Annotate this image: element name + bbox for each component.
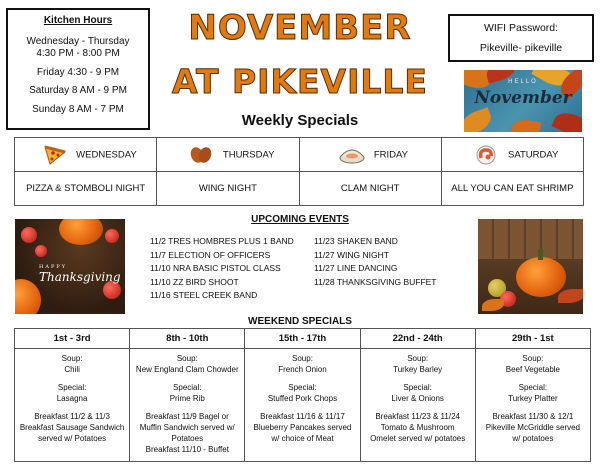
event-item: 11/28 THANKSGIVING BUFFET bbox=[314, 276, 437, 287]
special-friday: CLAM NIGHT bbox=[299, 172, 441, 206]
event-item: 11/2 TRES HOMBRES PLUS 1 BAND bbox=[150, 236, 294, 246]
november-script-text: November bbox=[474, 88, 572, 108]
soup-label: Soup: bbox=[61, 354, 83, 363]
day-header-thursday bbox=[157, 138, 299, 172]
breakfast-line: Breakfast 11/10 - Buffet bbox=[145, 445, 229, 454]
weekend-range: 29th - 1st bbox=[475, 329, 590, 349]
kitchen-hours-box bbox=[6, 8, 150, 130]
title-november: NOVEMBER bbox=[188, 8, 412, 48]
breakfast-line: Breakfast 11/23 & 11/24 bbox=[375, 412, 460, 421]
thanksgiving-text bbox=[39, 264, 121, 284]
soup-label: Soup: bbox=[522, 354, 544, 363]
soup-value: New England Clam Chowder bbox=[135, 365, 239, 374]
breakfast-line: Blueberry Pancakes served bbox=[253, 423, 352, 432]
breakfast-line: Potatoes bbox=[171, 434, 204, 443]
soup-value: Beef Vegetable bbox=[505, 365, 561, 374]
wifi-box bbox=[448, 14, 594, 62]
kitchen-hours-title: Kitchen Hours bbox=[43, 15, 113, 26]
breakfast-line: w/ choice of Meat bbox=[271, 434, 334, 443]
breakfast-line: Omelet served w/ potatoes bbox=[370, 434, 466, 443]
weekend-range: 1st - 3rd bbox=[15, 329, 130, 349]
special-label: Special: bbox=[57, 383, 87, 392]
hours-line: Wednesday - Thursday bbox=[26, 35, 130, 47]
hello-text: HELLO bbox=[508, 79, 538, 85]
weekend-column-3 bbox=[245, 349, 360, 462]
weekly-specials-heading: Weekly Specials bbox=[241, 112, 359, 129]
breakfast-line: Breakfast 11/9 Bagel or bbox=[145, 412, 229, 421]
special-label: Special: bbox=[288, 383, 317, 392]
wifi-password: Pikeville- pikeville bbox=[479, 41, 563, 54]
events-column-1 bbox=[150, 235, 310, 303]
day-label: SATURDAY bbox=[508, 149, 559, 160]
weekend-range: 22nd - 24th bbox=[360, 329, 475, 349]
special-value: Stuffed Pork Chops bbox=[267, 394, 338, 403]
breakfast-line: served w/ Potatoes bbox=[38, 434, 107, 443]
event-item: 11/10 NRA BASIC PISTOL CLASS bbox=[150, 263, 281, 274]
special-label: Special: bbox=[518, 383, 548, 392]
special-wednesday: PIZZA & STOMBOLI NIGHT bbox=[15, 172, 157, 206]
weekend-range: 8th - 10th bbox=[130, 329, 245, 349]
day-header-wednesday bbox=[15, 138, 157, 172]
thanksgiving-image bbox=[15, 219, 125, 314]
breakfast-line: Breakfast 11/30 & 12/1 bbox=[492, 412, 574, 421]
wings-icon bbox=[188, 144, 214, 166]
weekend-specials-title: WEEKEND SPECIALS bbox=[248, 316, 352, 327]
upcoming-events-title: UPCOMING EVENTS bbox=[251, 214, 349, 225]
breakfast-line: w/ potatoes bbox=[512, 434, 554, 443]
pizza-icon bbox=[42, 144, 68, 166]
weekend-column-5 bbox=[475, 349, 590, 462]
thanksgiving-script-text: Thanksgiving bbox=[39, 270, 121, 284]
day-label: FRIDAY bbox=[373, 149, 409, 160]
special-value: Prime Rib bbox=[169, 394, 205, 403]
day-header-friday bbox=[299, 138, 441, 172]
clam-icon bbox=[339, 144, 365, 166]
shrimp-icon bbox=[473, 144, 499, 166]
event-item: 11/27 WING NIGHT bbox=[314, 249, 389, 260]
weekend-column-1 bbox=[15, 349, 130, 462]
day-label: THURSDAY bbox=[222, 149, 275, 160]
breakfast-line: Breakfast Sausage Sandwich bbox=[19, 423, 125, 432]
weekly-specials-table bbox=[14, 137, 584, 206]
title-at-pikeville: AT PIKEVILLE bbox=[172, 62, 428, 101]
day-header-saturday bbox=[441, 138, 583, 172]
breakfast-line: Tomato & Mushroom bbox=[380, 423, 455, 432]
special-value: Liver & Onions bbox=[391, 394, 444, 403]
special-saturday: ALL YOU CAN EAT SHRIMP bbox=[441, 172, 583, 206]
november-image bbox=[464, 70, 582, 132]
soup-value: Turkey Barley bbox=[393, 365, 443, 374]
soup-value: French Onion bbox=[278, 365, 327, 374]
special-thursday: WING NIGHT bbox=[157, 172, 299, 206]
hours-line: Friday 4:30 - 9 PM bbox=[36, 66, 120, 78]
weekend-specials-table bbox=[14, 328, 591, 462]
hours-line: Sunday 8 AM - 7 PM bbox=[32, 103, 124, 115]
weekend-column-4 bbox=[360, 349, 475, 462]
breakfast-line: Breakfast 11/2 & 11/3 bbox=[34, 412, 110, 421]
event-item: 11/23 SHAKEN BAND bbox=[314, 236, 398, 246]
special-label: Special: bbox=[403, 383, 432, 392]
event-item: 11/16 STEEL CREEK BAND bbox=[150, 290, 258, 301]
hours-line: 4:30 PM - 8:00 PM bbox=[36, 48, 120, 59]
wifi-label: WIFI Password: bbox=[483, 22, 559, 34]
special-value: Lasagna bbox=[56, 394, 88, 403]
day-label: WEDNESDAY bbox=[76, 149, 137, 160]
event-item: 11/10 ZZ BIRD SHOOT bbox=[150, 276, 239, 287]
event-item: 11/27 LINE DANCING bbox=[314, 263, 398, 274]
soup-label: Soup: bbox=[407, 354, 429, 363]
pumpkin-image bbox=[478, 219, 583, 314]
event-item: 11/7 ELECTION OF OFFICERS bbox=[150, 249, 271, 260]
special-label: Special: bbox=[173, 383, 202, 392]
soup-label: Soup: bbox=[176, 354, 198, 363]
weekend-range: 15th - 17th bbox=[245, 329, 360, 349]
soup-value: Chili bbox=[64, 365, 80, 374]
hours-line: Saturday 8 AM - 9 PM bbox=[29, 85, 127, 96]
happy-text: HAPPY bbox=[39, 264, 68, 270]
breakfast-line: Muffin Sandwich served w/ bbox=[139, 423, 235, 432]
soup-label: Soup: bbox=[292, 354, 313, 363]
breakfast-line: Pikeville McGriddle served bbox=[485, 423, 580, 432]
special-value: Turkey Platter bbox=[508, 394, 558, 403]
events-column-2 bbox=[314, 235, 464, 289]
weekend-column-2 bbox=[130, 349, 245, 462]
breakfast-line: Breakfast 11/16 & 11/17 bbox=[260, 412, 345, 421]
